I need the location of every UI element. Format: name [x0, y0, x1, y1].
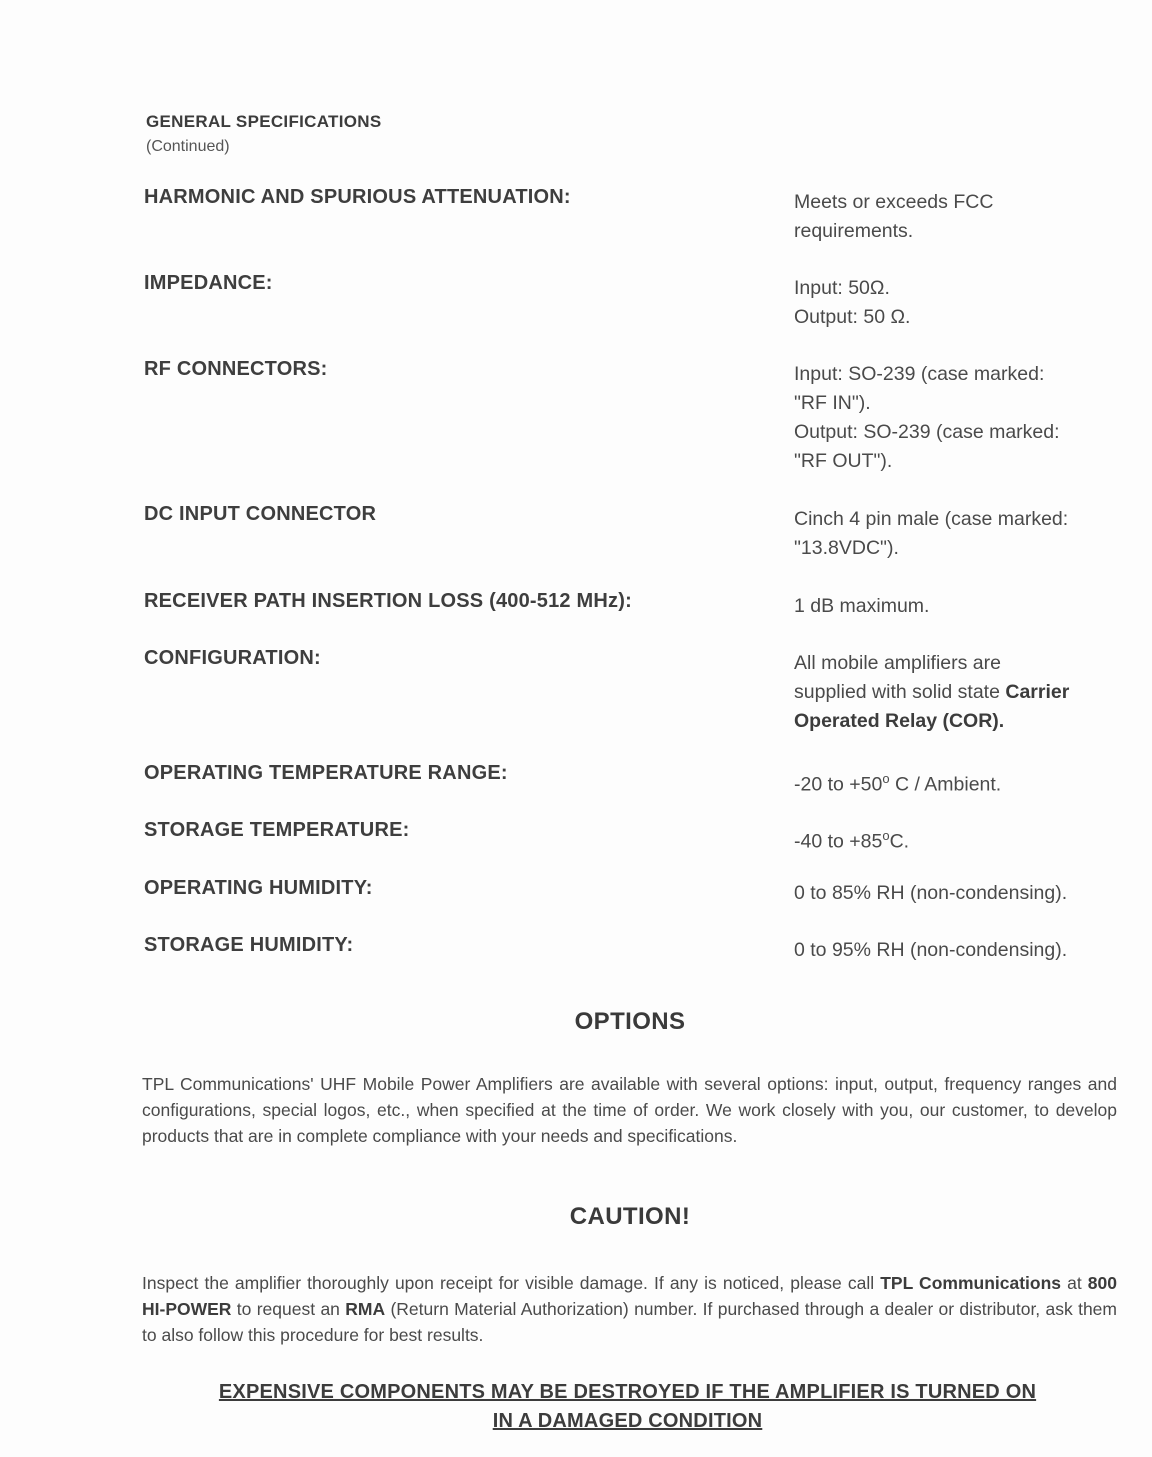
spec-label: CONFIGURATION:	[144, 647, 321, 669]
spec-value-text: C / Ambient.	[889, 773, 1002, 796]
spec-value-text: C.	[889, 830, 910, 853]
spec-label: OPERATING HUMIDITY:	[144, 877, 373, 899]
spec-value-line: Output: 50 Ω.	[794, 306, 911, 328]
spec-value	[794, 821, 1134, 857]
caution-text: at	[1061, 1273, 1088, 1293]
spec-value-text: supplied with solid state	[794, 681, 1006, 703]
caution-text: (Return Material Authorization) number. If purchased through a dealer or distributor, ask them to also follow this procedure for best results.	[142, 1299, 1117, 1345]
warning-line: EXPENSIVE COMPONENTS MAY BE DESTROYED IF THE AMPLIFIER IS TURNED ON	[218, 1381, 1037, 1403]
spec-value	[794, 188, 1134, 246]
spec-value-line: "13.8VDC").	[794, 537, 899, 559]
spec-label: DC INPUT CONNECTOR	[144, 503, 377, 525]
spec-value	[794, 274, 1134, 332]
options-heading: OPTIONS	[574, 1008, 686, 1035]
spec-value-line: "RF IN").	[794, 392, 871, 414]
company-name: TPL Communications	[880, 1273, 1062, 1293]
spec-value-text: -20 to +50	[794, 773, 883, 796]
caution-text: to request an	[231, 1299, 346, 1319]
caution-text: Inspect the amplifier thoroughly upon receipt for visible damage. If any is noticed, please call	[142, 1273, 881, 1293]
spec-value	[794, 764, 1134, 800]
section-header	[146, 112, 382, 156]
spec-value	[794, 649, 1134, 736]
section-title: GENERAL SPECIFICATIONS	[146, 112, 382, 131]
spec-value-line	[794, 821, 1134, 857]
spec-value	[794, 936, 1134, 965]
spec-value-line: requirements.	[794, 220, 914, 242]
phone-number: 800 HI-POWER	[142, 1273, 1117, 1319]
spec-value	[794, 879, 1134, 908]
rma-term: RMA	[345, 1299, 386, 1319]
spec-label: RECEIVER PATH INSERTION LOSS (400-512 MHz):	[144, 590, 632, 612]
spec-value-line: 0 to 95% RH (non-condensing).	[794, 939, 1068, 961]
spec-value-emphasis: Carrier	[1005, 681, 1070, 703]
degree-mark: o	[882, 828, 890, 843]
spec-value	[794, 360, 1134, 476]
spec-value-line: 1 dB maximum.	[794, 595, 930, 617]
spec-value-line: Output: SO-239 (case marked:	[794, 421, 1060, 443]
degree-mark: o	[882, 771, 890, 786]
spec-value-line: Meets or exceeds FCC	[794, 191, 994, 213]
warning-line: IN A DAMAGED CONDITION	[492, 1410, 763, 1432]
options-paragraph: TPL Communications' UHF Mobile Power Amplifiers are available with several options: input, output, frequency ranges and configurations, special logos, etc., when specified at the time of order. We work closely with you, our customer, to develop products that are in complete compliance with your needs and specifications.	[142, 1074, 1117, 1146]
spec-label: RF CONNECTORS:	[144, 358, 328, 380]
spec-value-line: All mobile amplifiers are	[794, 652, 1001, 674]
spec-label: IMPEDANCE:	[144, 272, 273, 294]
spec-value-emphasis: Operated Relay (COR).	[794, 710, 1005, 732]
spec-value	[794, 505, 1134, 563]
spec-label: HARMONIC AND SPURIOUS ATTENUATION:	[144, 186, 571, 208]
section-subtitle: (Continued)	[146, 138, 230, 155]
spec-value-line	[794, 678, 1134, 707]
spec-value	[794, 592, 1134, 621]
warning-notice	[140, 1378, 1115, 1436]
spec-value-line: Input: SO-239 (case marked:	[794, 363, 1045, 385]
spec-label: STORAGE TEMPERATURE:	[144, 819, 410, 841]
spec-value-text: -40 to +85	[794, 830, 883, 853]
spec-value-line: "RF OUT").	[794, 450, 893, 472]
spec-value-line: 0 to 85% RH (non-condensing).	[794, 882, 1068, 904]
spec-label: STORAGE HUMIDITY:	[144, 934, 354, 956]
spec-value-line: Cinch 4 pin male (case marked:	[794, 508, 1069, 530]
spec-value-line: Input: 50Ω.	[794, 277, 890, 299]
caution-paragraph	[142, 1270, 1117, 1348]
spec-value-line	[794, 764, 1134, 800]
caution-heading: CAUTION!	[569, 1203, 691, 1230]
spec-label: OPERATING TEMPERATURE RANGE:	[144, 762, 508, 784]
